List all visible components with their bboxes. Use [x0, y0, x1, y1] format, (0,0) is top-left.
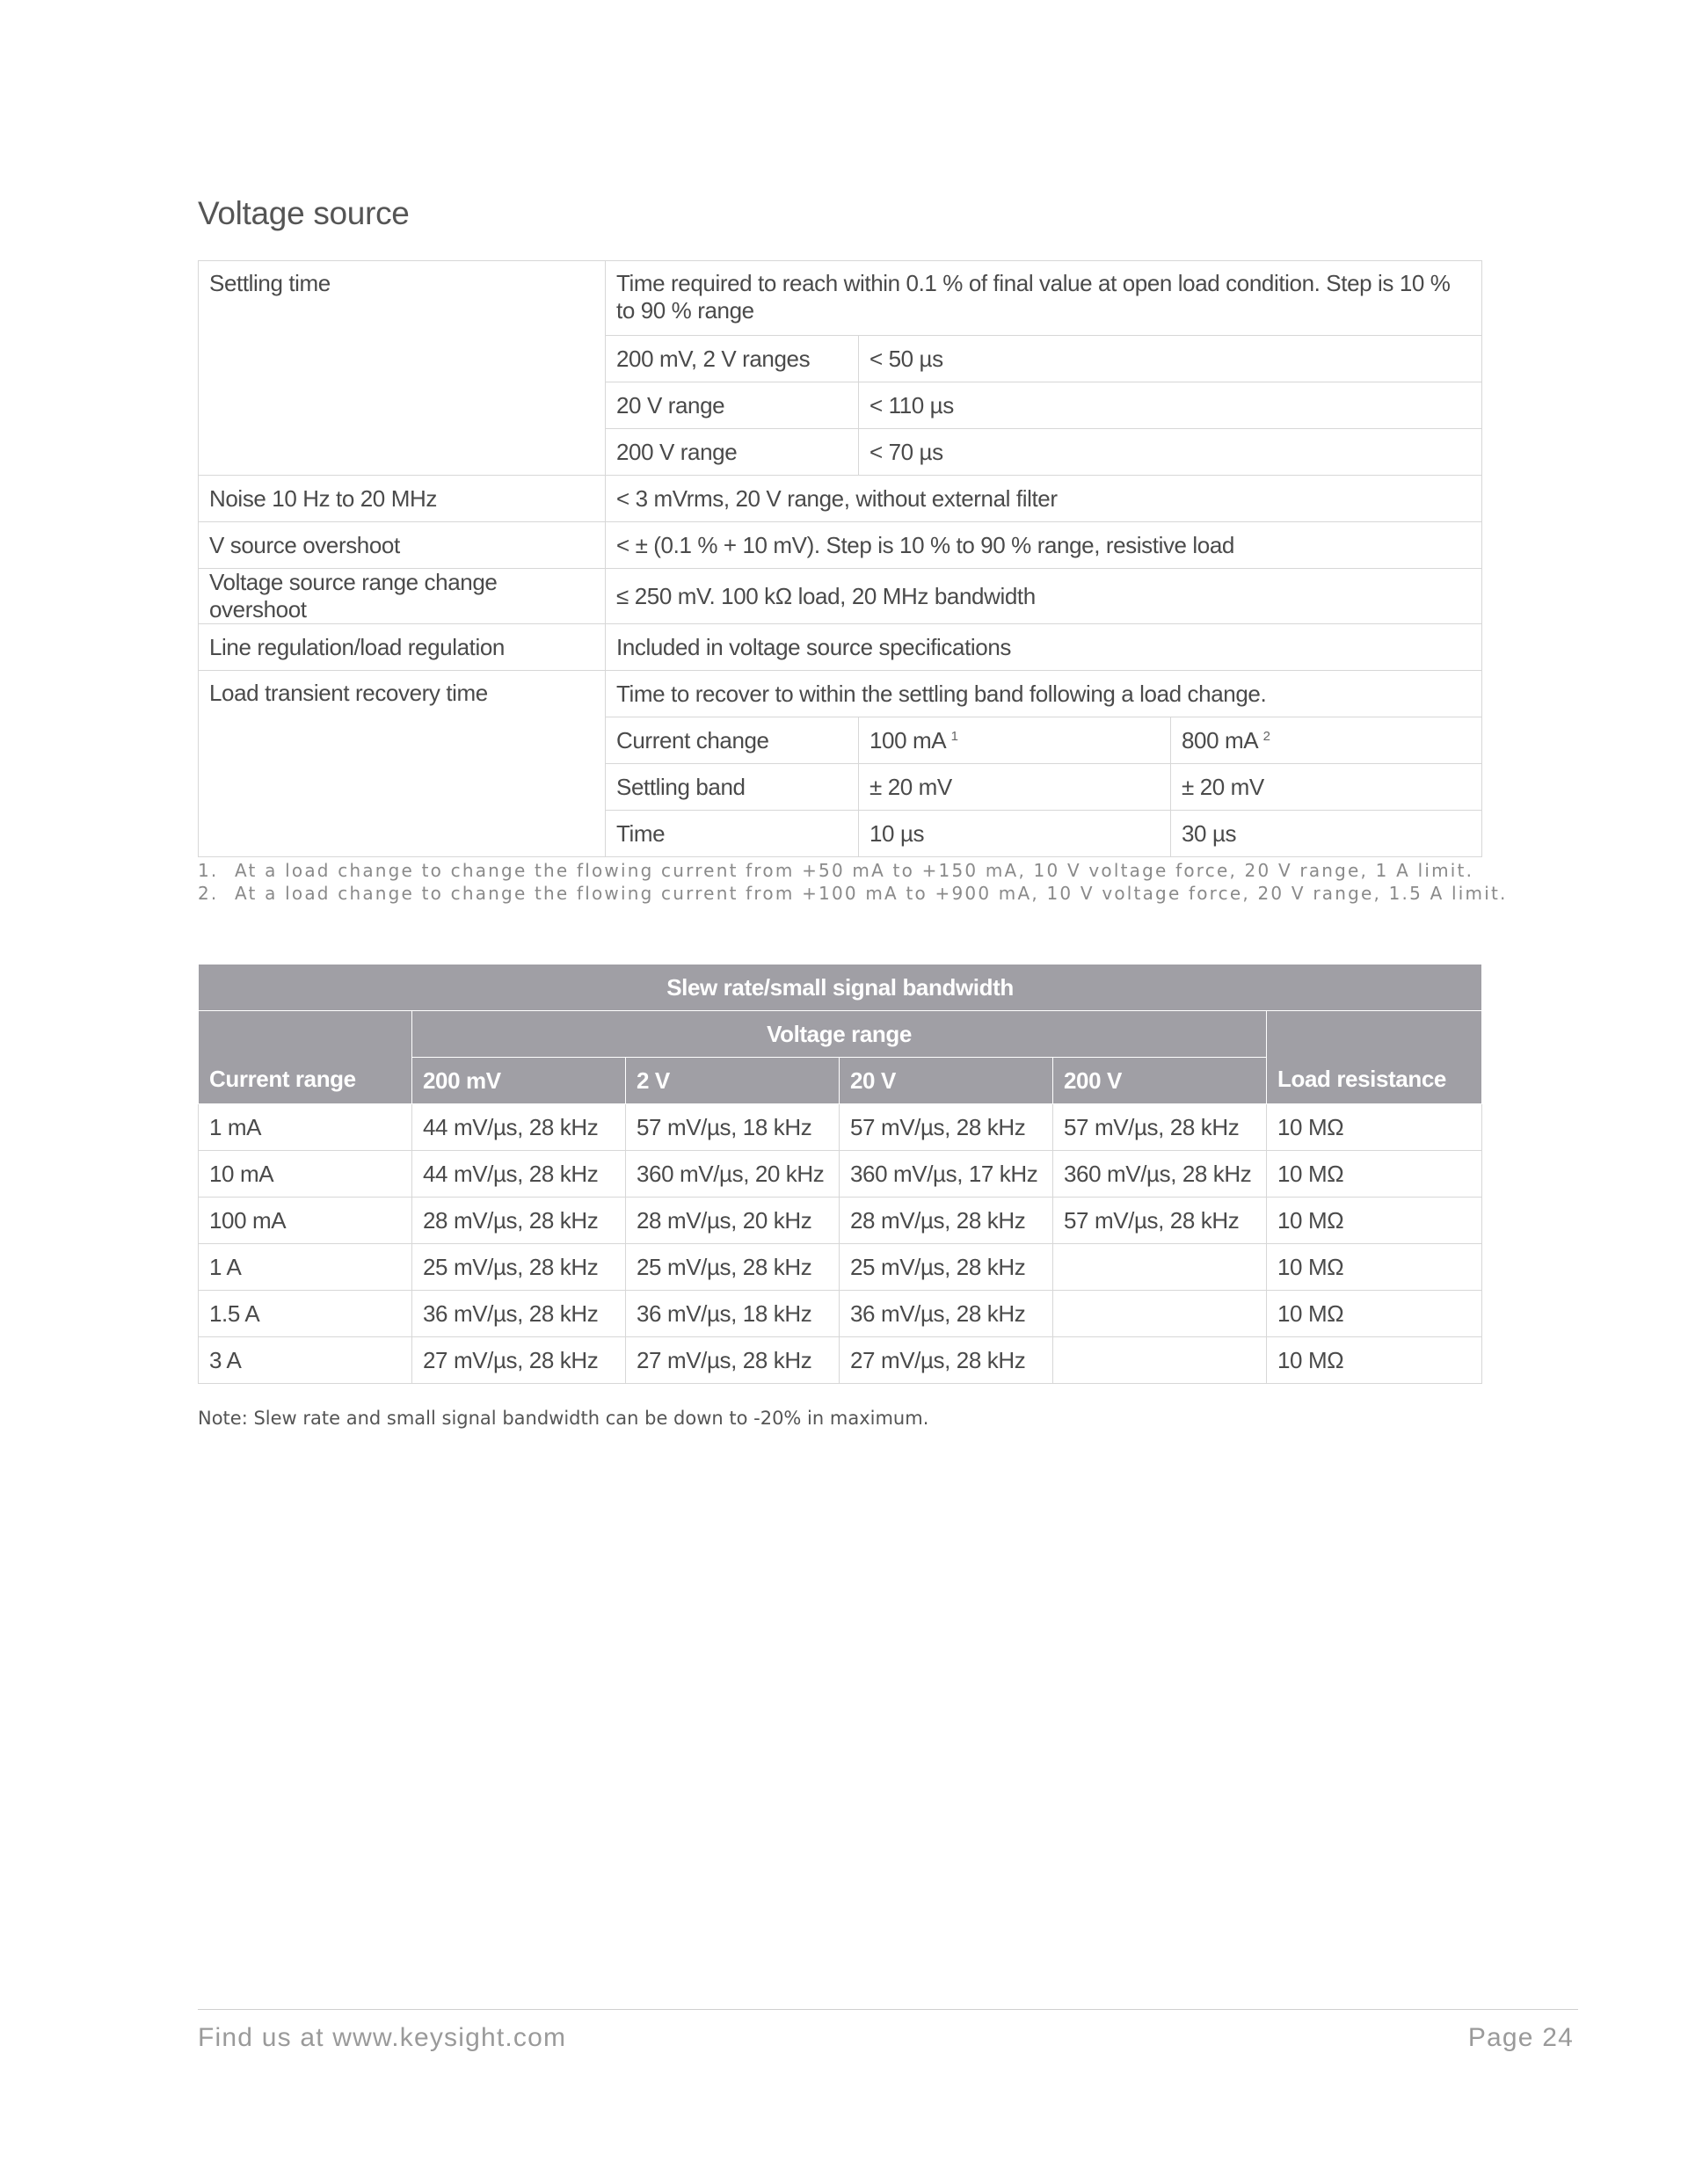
- footnote-text: At a load change to change the flowing current from +50 mA to +150 mA, 10 V voltage force, 20 V range, 1 A limit.: [235, 860, 1474, 881]
- spec-subrange: Current change: [606, 717, 859, 764]
- spec-subvalue: < 50 µs: [859, 336, 1482, 382]
- spec-subrange: Settling band: [606, 764, 859, 811]
- spec-label: Load transient recovery time: [199, 671, 606, 857]
- table-cell-current: 1 A: [199, 1244, 412, 1291]
- footnote-text: At a load change to change the flowing current from +100 mA to +900 mA, 10 V voltage force, 20 V range, 1.5 A limit.: [235, 883, 1508, 904]
- column-group-header: Voltage range: [412, 1011, 1267, 1058]
- table-row: [199, 476, 1482, 522]
- table-cell-v200mv: 36 mV/µs, 28 kHz: [412, 1291, 626, 1337]
- table-cell-v200v: 57 mV/µs, 28 kHz: [1053, 1104, 1267, 1151]
- table-cell-v200v: [1053, 1244, 1267, 1291]
- table-cell-v2v: 360 mV/µs, 20 kHz: [626, 1151, 840, 1198]
- table-cell-v200v: 57 mV/µs, 28 kHz: [1053, 1198, 1267, 1244]
- current-change-b: 800 mA: [1182, 726, 1257, 753]
- table-cell-v200v: [1053, 1291, 1267, 1337]
- spec-value: ≤ 250 mV. 100 kΩ load, 20 MHz bandwidth: [606, 569, 1482, 624]
- table-header-row: [199, 965, 1482, 1011]
- table-cell-v20v: 25 mV/µs, 28 kHz: [840, 1244, 1053, 1291]
- spec-subvalue: ± 20 mV: [859, 764, 1171, 811]
- spec-subvalue: ± 20 mV: [1171, 764, 1482, 811]
- table-cell-v2v: 36 mV/µs, 18 kHz: [626, 1291, 840, 1337]
- spec-label: Settling time: [199, 261, 606, 476]
- spec-description: Time to recover to within the settling band following a load change.: [606, 671, 1482, 717]
- table-row: [199, 1337, 1482, 1384]
- table-row: [199, 261, 1482, 336]
- table-row: [199, 624, 1482, 671]
- table-cell-v2v: 28 mV/µs, 20 kHz: [626, 1198, 840, 1244]
- table-cell-v200mv: 28 mV/µs, 28 kHz: [412, 1198, 626, 1244]
- spec-description: Time required to reach within 0.1 % of final value at open load condition. Step is 10 % to 90 % range: [606, 261, 1482, 336]
- footnote-number: 2.: [198, 883, 219, 904]
- table-cell-v2v: 57 mV/µs, 18 kHz: [626, 1104, 840, 1151]
- spec-subrange: 200 V range: [606, 429, 859, 476]
- footnote: [198, 882, 1508, 905]
- table-note: Note: Slew rate and small signal bandwidth can be down to -20% in maximum.: [198, 1408, 929, 1429]
- table-cell-v200mv: 27 mV/µs, 28 kHz: [412, 1337, 626, 1384]
- table-cell-load: 10 MΩ: [1267, 1104, 1482, 1151]
- spec-subvalue: < 110 µs: [859, 382, 1482, 429]
- table-cell-load: 10 MΩ: [1267, 1291, 1482, 1337]
- footer-divider: [198, 2009, 1578, 2010]
- table-row: [199, 569, 1482, 624]
- voltage-source-spec-table: [198, 260, 1482, 857]
- column-header: 20 V: [840, 1058, 1053, 1104]
- column-header: 200 mV: [412, 1058, 626, 1104]
- table-row: [199, 1151, 1482, 1198]
- table-cell-load: 10 MΩ: [1267, 1151, 1482, 1198]
- table-cell-v200v: [1053, 1337, 1267, 1384]
- spec-subvalue: < 70 µs: [859, 429, 1482, 476]
- slew-rate-table: [198, 964, 1482, 1384]
- spec-subvalue: 10 µs: [859, 811, 1171, 857]
- spec-subrange: Time: [606, 811, 859, 857]
- table-cell-load: 10 MΩ: [1267, 1337, 1482, 1384]
- table-title: Slew rate/small signal bandwidth: [199, 965, 1482, 1011]
- page-number: Page 24: [1467, 2023, 1574, 2052]
- column-header: Current range: [199, 1011, 412, 1104]
- table-cell-v20v: 360 mV/µs, 17 kHz: [840, 1151, 1053, 1198]
- table-cell-load: 10 MΩ: [1267, 1198, 1482, 1244]
- table-cell-v200v: 360 mV/µs, 28 kHz: [1053, 1151, 1267, 1198]
- table-cell-v2v: 27 mV/µs, 28 kHz: [626, 1337, 840, 1384]
- table-row: [199, 1244, 1482, 1291]
- spec-subrange: 20 V range: [606, 382, 859, 429]
- spec-label: V source overshoot: [199, 522, 606, 569]
- footnote-ref: 1: [950, 728, 958, 744]
- table-row: [199, 522, 1482, 569]
- footnote-number: 1.: [198, 860, 219, 881]
- table-cell-v20v: 36 mV/µs, 28 kHz: [840, 1291, 1053, 1337]
- spec-subvalue: [1171, 717, 1482, 764]
- slew-table-body: [199, 1104, 1482, 1384]
- table-cell-v20v: 28 mV/µs, 28 kHz: [840, 1198, 1053, 1244]
- column-header: 2 V: [626, 1058, 840, 1104]
- table-header-row: [199, 1011, 1482, 1058]
- spec-label: Voltage source range change overshoot: [199, 569, 606, 624]
- table-row: [199, 1104, 1482, 1151]
- table-cell-current: 1.5 A: [199, 1291, 412, 1337]
- spec-value: Included in voltage source specifications: [606, 624, 1482, 671]
- table-cell-v20v: 27 mV/µs, 28 kHz: [840, 1337, 1053, 1384]
- table-cell-v2v: 25 mV/µs, 28 kHz: [626, 1244, 840, 1291]
- footnote: [198, 859, 1508, 882]
- table-cell-current: 1 mA: [199, 1104, 412, 1151]
- table-cell-current: 100 mA: [199, 1198, 412, 1244]
- spec-value: < 3 mVrms, 20 V range, without external filter: [606, 476, 1482, 522]
- table-row: [199, 1198, 1482, 1244]
- spec-value: < ± (0.1 % + 10 mV). Step is 10 % to 90 % range, resistive load: [606, 522, 1482, 569]
- column-header: Load resistance: [1267, 1011, 1482, 1104]
- footer-website: Find us at www.keysight.com: [198, 2023, 567, 2052]
- column-header: 200 V: [1053, 1058, 1267, 1104]
- table-cell-v20v: 57 mV/µs, 28 kHz: [840, 1104, 1053, 1151]
- spec-subvalue: [859, 717, 1171, 764]
- spec-subvalue: 30 µs: [1171, 811, 1482, 857]
- table-cell-v200mv: 25 mV/µs, 28 kHz: [412, 1244, 626, 1291]
- spec-label: Noise 10 Hz to 20 MHz: [199, 476, 606, 522]
- table-cell-current: 3 A: [199, 1337, 412, 1384]
- table-row: [199, 1291, 1482, 1337]
- footnote-ref: 2: [1262, 728, 1270, 744]
- table-cell-v200mv: 44 mV/µs, 28 kHz: [412, 1104, 626, 1151]
- table-row: [199, 671, 1482, 717]
- spec-label: Line regulation/load regulation: [199, 624, 606, 671]
- table-cell-v200mv: 44 mV/µs, 28 kHz: [412, 1151, 626, 1198]
- current-change-a: 100 mA: [869, 726, 945, 753]
- spec-subrange: 200 mV, 2 V ranges: [606, 336, 859, 382]
- footnotes: [198, 859, 1508, 905]
- table-cell-load: 10 MΩ: [1267, 1244, 1482, 1291]
- section-title: Voltage source: [198, 195, 410, 231]
- table-cell-current: 10 mA: [199, 1151, 412, 1198]
